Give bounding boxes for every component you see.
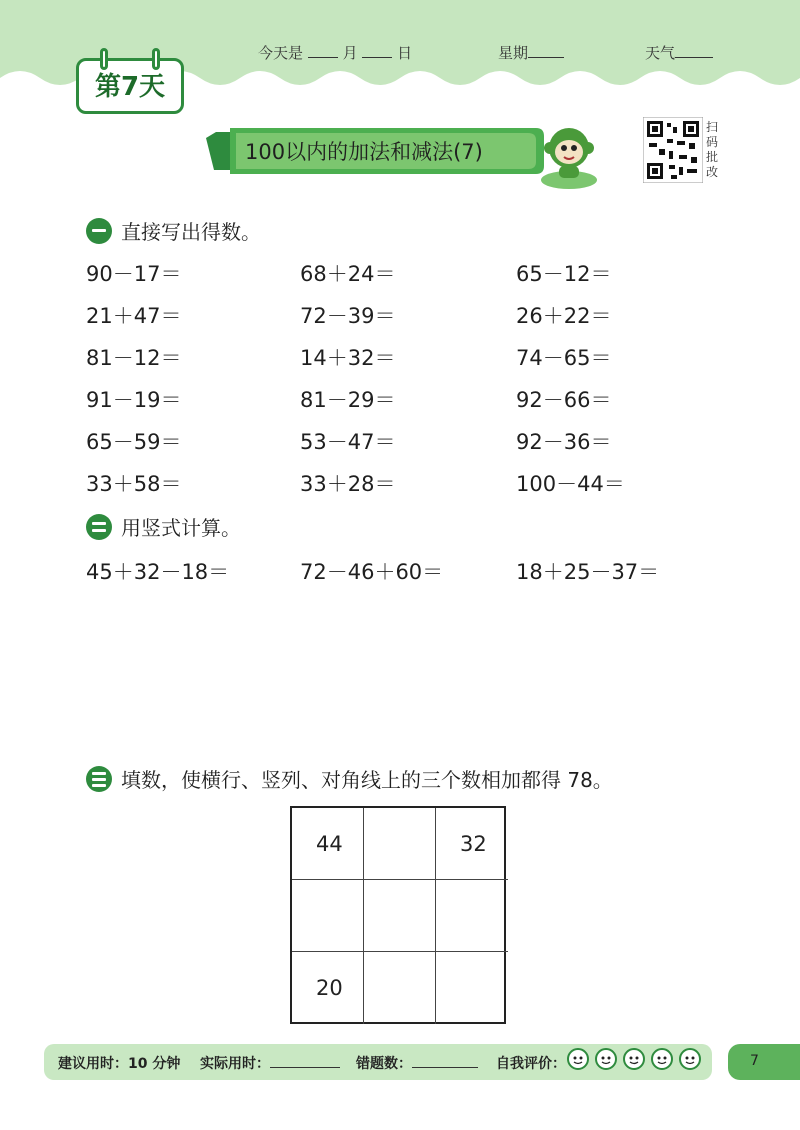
- problem: 33＋28＝: [300, 472, 396, 496]
- problem: 100－44＝: [516, 472, 625, 496]
- grid-cell[interactable]: [364, 880, 436, 952]
- magic-square-grid: [290, 806, 506, 1024]
- weekday-field: 星期: [498, 42, 564, 63]
- month-blank[interactable]: [308, 43, 338, 58]
- section-3-badge: [86, 766, 112, 792]
- grid-cell[interactable]: 20: [292, 952, 364, 1024]
- problem: 81－29＝: [300, 388, 396, 412]
- weather-field: 天气: [645, 42, 713, 63]
- problem: 92－66＝: [516, 388, 612, 412]
- grid-cell[interactable]: [292, 880, 364, 952]
- page-number: 7: [750, 1053, 759, 1069]
- vertical-calc-problem: 45＋32－18＝: [86, 560, 230, 584]
- errors-blank[interactable]: [412, 1053, 478, 1068]
- rating-face-icon[interactable]: [622, 1047, 646, 1071]
- grid-cell[interactable]: [436, 880, 508, 952]
- section-2-heading: 用竖式计算。: [86, 512, 241, 541]
- grid-cell[interactable]: [364, 952, 436, 1024]
- grid-cell[interactable]: [364, 808, 436, 880]
- suggested-time: 建议用时：10 分钟: [58, 1056, 181, 1072]
- actual-time-field: 实际用时：: [200, 1053, 340, 1073]
- section-3-heading: 填数，使横行、竖列、对角线上的三个数相加都得 78。: [86, 764, 613, 793]
- section-1-heading: 直接写出得数。: [86, 216, 261, 245]
- weather-blank[interactable]: [675, 43, 713, 58]
- day-badge: [76, 48, 184, 114]
- problem: 26＋22＝: [516, 304, 612, 328]
- errors-field: 错题数：: [356, 1053, 478, 1073]
- problem: 68＋24＝: [300, 262, 396, 286]
- page-title: 100以内的加法和减法(7): [245, 140, 483, 164]
- rating-face-icon[interactable]: [566, 1047, 590, 1071]
- weekday-blank[interactable]: [528, 43, 564, 58]
- problem: 90－17＝: [86, 262, 182, 286]
- grid-cell[interactable]: 44: [292, 808, 364, 880]
- section-2-badge: [86, 514, 112, 540]
- grid-cell[interactable]: [436, 952, 508, 1024]
- problem: 65－59＝: [86, 430, 182, 454]
- problem: 72－39＝: [300, 304, 396, 328]
- problem: 91－19＝: [86, 388, 182, 412]
- page-number-tab: [728, 1044, 800, 1080]
- problem: 14＋32＝: [300, 346, 396, 370]
- problem: 81－12＝: [86, 346, 182, 370]
- qr-code-icon: [643, 117, 703, 183]
- day-blank[interactable]: [362, 43, 392, 58]
- day-label: 第7天: [94, 72, 166, 102]
- vertical-calc-problem: 72－46＋60＝: [300, 560, 444, 584]
- problem: 21＋47＝: [86, 304, 182, 328]
- problem: 92－36＝: [516, 430, 612, 454]
- monkey-mascot-icon: [538, 122, 600, 190]
- qr-label: 扫 码 批 改: [706, 120, 719, 179]
- rating-face-icon[interactable]: [594, 1047, 618, 1071]
- self-eval-label: 自我评价：: [496, 1056, 566, 1072]
- section-1-badge: [86, 218, 112, 244]
- problem: 74－65＝: [516, 346, 612, 370]
- vertical-calc-problem: 18＋25－37＝: [516, 560, 660, 584]
- problem: 65－12＝: [516, 262, 612, 286]
- actual-time-blank[interactable]: [270, 1053, 340, 1068]
- grid-cell[interactable]: 32: [436, 808, 508, 880]
- problem: 53－47＝: [300, 430, 396, 454]
- rating-face-icon[interactable]: [650, 1047, 674, 1071]
- date-field: 今天是 月 日: [258, 44, 413, 62]
- rating-face-icon[interactable]: [678, 1047, 702, 1071]
- problem: 33＋58＝: [86, 472, 182, 496]
